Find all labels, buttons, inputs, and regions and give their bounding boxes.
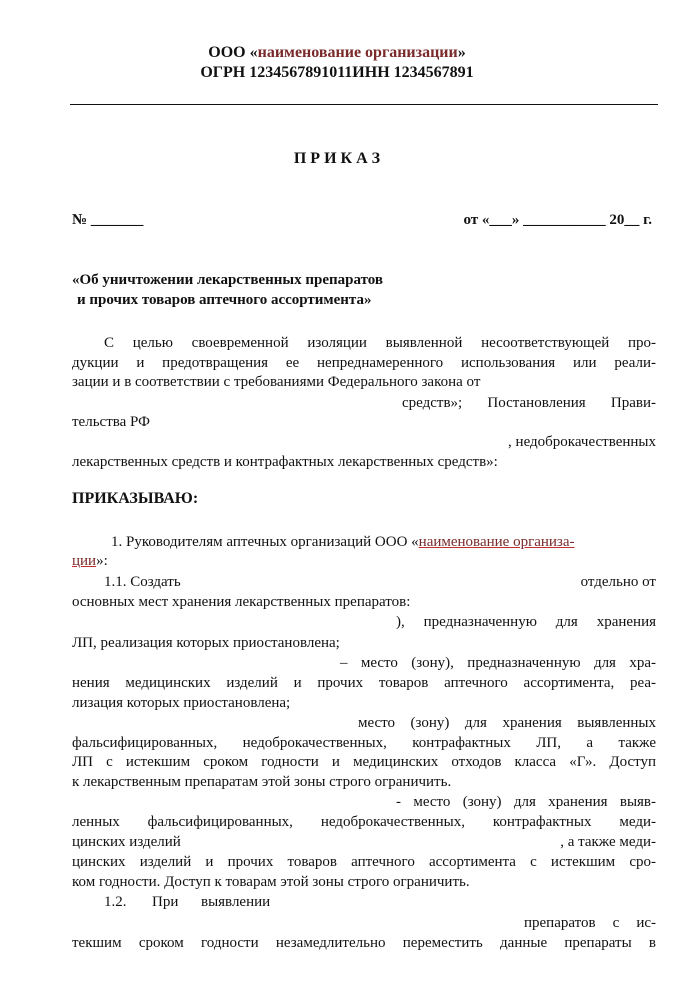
intro-line-2: дукции и предотвращения ее непреднамеренного использования или реали- <box>72 355 656 371</box>
item-1-line-2 <box>72 552 108 570</box>
order-date: от «___» ___________ 20__ г. <box>463 212 652 228</box>
org-name-placeholder: наименование организации <box>257 44 458 61</box>
item-1-1-line-13: ленных фальсифицированных, недоброкачественных, контрафактных меди- <box>72 814 656 830</box>
item-1-1-line-16: ком годности. Доступ к товарам этой зоны строго ограничить. <box>72 874 470 890</box>
org-prefix: ООО « <box>208 44 258 61</box>
item-1-1-line-7: лизация которых приостановлена; <box>72 695 291 711</box>
org-suffix: » <box>457 44 466 61</box>
intro-line-1: С целью своевременной изоляции выявленной несоответствующей про- <box>104 335 656 351</box>
item-1-org-placeholder: наименование организа- <box>418 534 575 550</box>
intro-line-4: средств»; Постановления Прави- <box>402 395 656 411</box>
item-1-org-placeholder-end: ции <box>72 553 97 569</box>
order-number: № _______ <box>72 212 144 228</box>
item-1-1-right: отдельно от <box>580 574 656 590</box>
item-1-1-line-5: – место (зону), предназначенную для хра- <box>340 655 656 671</box>
document-title: П Р И К А З <box>293 150 381 167</box>
intro-line-6: , недоброкачественных <box>508 434 656 450</box>
item-1-line-1 <box>111 533 575 551</box>
item-1-1-line-10: ЛП с истекшим сроком годности и медицинских отходов класса «Г». Доступ <box>72 754 656 770</box>
item-1-1-line-8: место (зону) для хранения выявленных <box>358 715 656 731</box>
item-1-1-label: 1.1. Создать <box>104 574 181 590</box>
organization-name <box>0 44 674 62</box>
item-1-1-line-2: основных мест хранения лекарственных препаратов: <box>72 594 411 610</box>
intro-line-3: зации и в соответствии с требованиями Федерального закона от <box>72 374 481 390</box>
item-1-2-word-1: При <box>152 894 179 910</box>
subject-line-1: «Об уничтожении лекарственных препаратов <box>72 272 383 288</box>
ogrn-inn: ОГРН 1234567891011ИНН 1234567891 <box>200 64 474 81</box>
item-1-1-line-3: ), предназначенную для хранения <box>396 614 656 630</box>
subject-line-2: и прочих товаров аптечного ассортимента» <box>77 292 372 308</box>
item-1-2-word-2: выявлении <box>201 894 271 910</box>
item-1-1-line-6: нения медицинских изделий и прочих товаров аптечного ассортимента, реа- <box>72 675 656 691</box>
item-1-1-line-9: фальсифицированных, недоброкачественных, контрафактных ЛП, а также <box>72 735 656 751</box>
item-1-1-line-11: к лекарственным препаратам этой зоны строго ограничить. <box>72 774 452 790</box>
order-heading: ПРИКАЗЫВАЮ: <box>72 490 199 507</box>
intro-line-5: тельства РФ <box>72 414 150 430</box>
item-1-1-line-12: - место (зону) для хранения выяв- <box>396 794 656 810</box>
intro-line-7: лекарственных средств и контрафактных лекарственных средств»: <box>72 454 498 470</box>
item-1-end: »: <box>96 553 108 569</box>
item-1-1-line-14a: цинских изделий <box>72 834 181 850</box>
header-divider <box>70 104 658 105</box>
item-1-text: 1. Руководителям аптечных организаций ООО « <box>111 534 419 550</box>
item-1-1-line-15: цинских изделий и прочих товаров аптечного ассортимента с истекшим сро- <box>72 854 656 870</box>
item-1-1-line-4: ЛП, реализация которых приостановлена; <box>72 635 340 651</box>
item-1-1-line-14b: , а также меди- <box>560 834 656 850</box>
item-1-2-line-2: препаратов с ис- <box>524 915 656 931</box>
item-1-2-number: 1.2. <box>104 894 127 910</box>
item-1-2-line-3: текшим сроком годности незамедлительно переместить данные препараты в <box>72 935 656 951</box>
